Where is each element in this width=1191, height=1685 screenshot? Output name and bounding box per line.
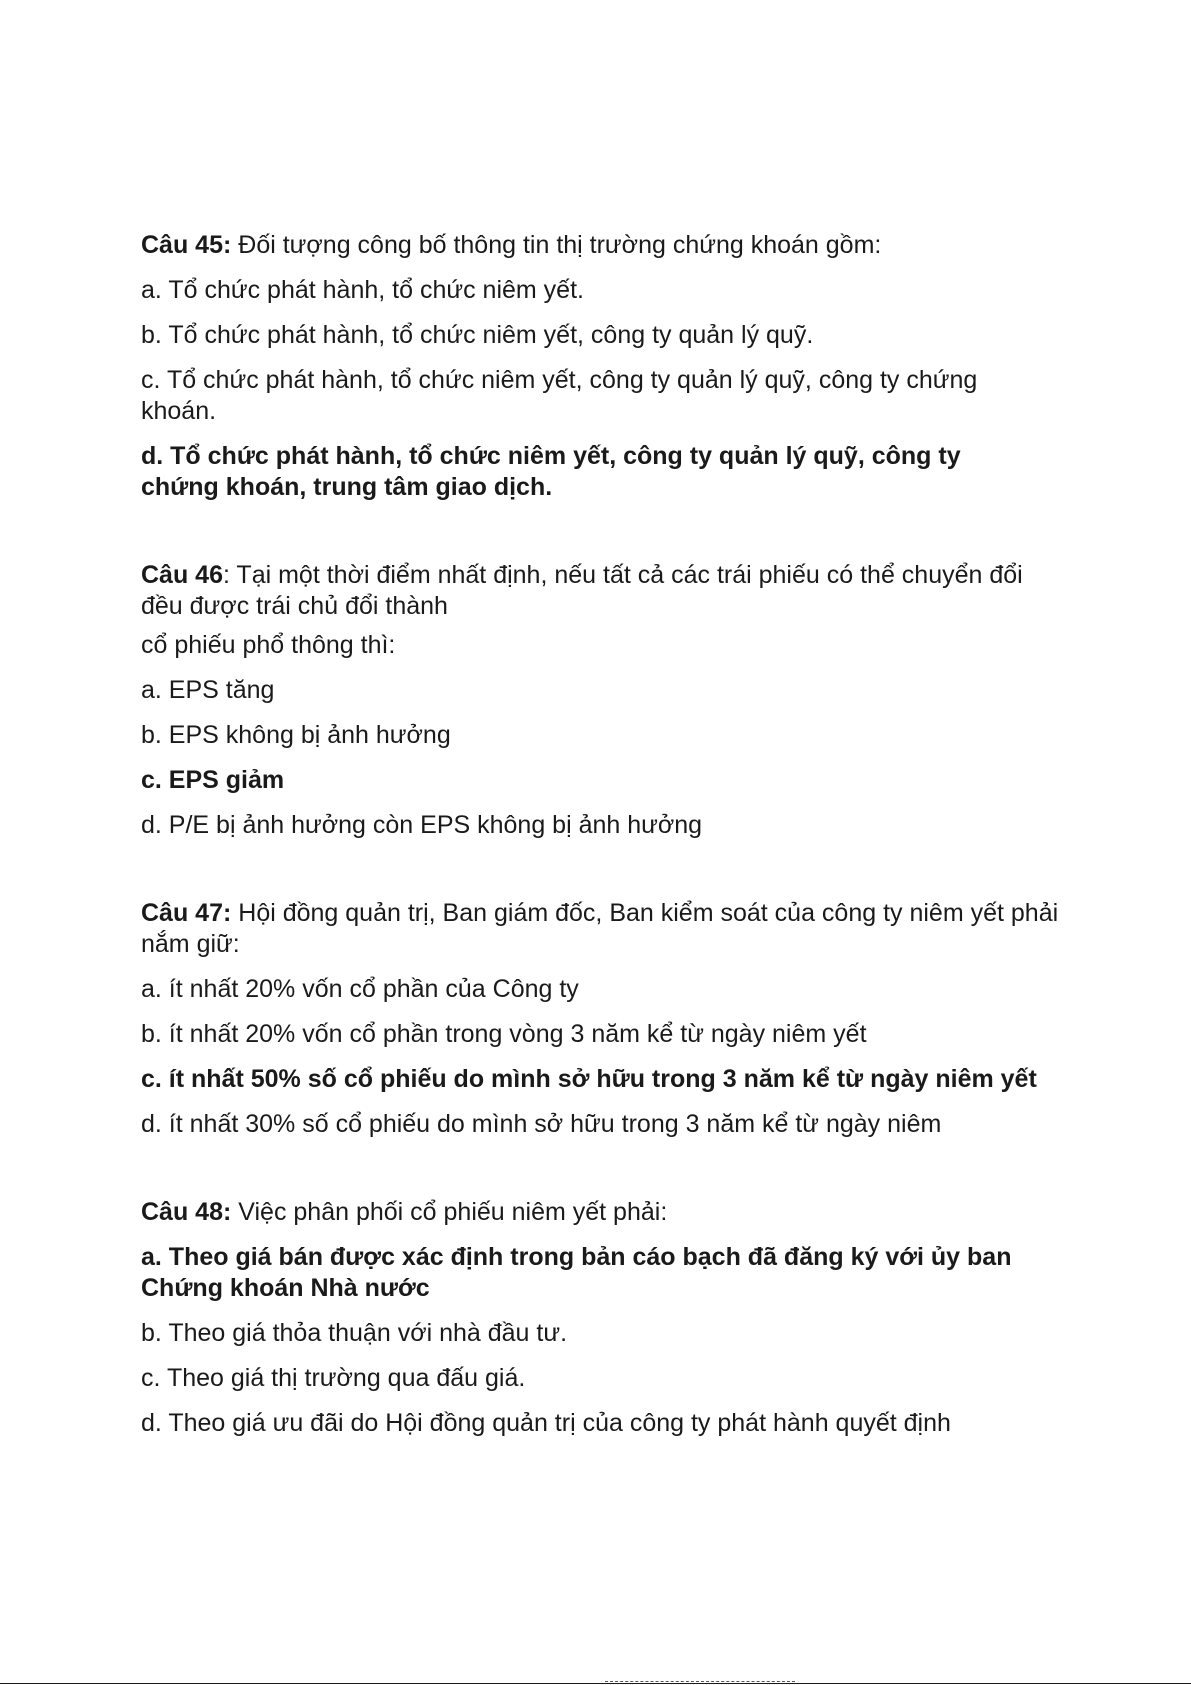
question-stem: [141, 230, 1061, 261]
answer-option-c-correct: c. ít nhất 50% số cổ phiếu do mình sở hữu trong 3 năm kể từ ngày niêm yết: [141, 1065, 1037, 1093]
answer-option-d: d. P/E bị ảnh hưởng còn EPS không bị ảnh hưởng: [141, 811, 703, 839]
answer-option-c: c. Theo giá thị trường qua đấu giá.: [141, 1364, 526, 1392]
question-text: Đối tượng công bố thông tin thị trường chứng khoán gồm:: [231, 231, 882, 259]
question-text: Hội đồng quản trị, Ban giám đốc, Ban kiểm soát của công ty niêm yết phải nắm giữ:: [141, 899, 1059, 958]
question-47: [141, 898, 1061, 1140]
answer-option-c: c. Tổ chức phát hành, tổ chức niêm yết, công ty quản lý quỹ, công ty chứng khoán.: [141, 366, 978, 425]
answer-option-b: b. Theo giá thỏa thuận với nhà đầu tư.: [141, 1319, 568, 1347]
question-label: Câu 48:: [141, 1198, 232, 1226]
question-stem: [141, 560, 1041, 622]
question-label: Câu 46: [141, 561, 223, 589]
answer-option-a: a. ít nhất 20% vốn cổ phần của Công ty: [141, 975, 579, 1003]
answer-option-a-correct: a. Theo giá bán được xác định trong bản cáo bạch đã đăng ký với ủy ban Chứng khoán Nhà nước: [141, 1243, 1012, 1302]
question-stem-continued: cổ phiếu phổ thông thì:: [141, 631, 396, 659]
question-stem: [141, 1197, 1061, 1228]
answer-option-b: b. EPS không bị ảnh hưởng: [141, 721, 451, 749]
answer-option-b: b. ít nhất 20% vốn cổ phần trong vòng 3 năm kể từ ngày niêm yết: [141, 1020, 867, 1048]
answer-option-d: d. ít nhất 30% số cổ phiếu do mình sở hữu trong 3 năm kể từ ngày niêm: [141, 1110, 942, 1138]
page-bottom-divider: [0, 1683, 1191, 1684]
question-text: Việc phân phối cổ phiếu niêm yết phải:: [231, 1198, 668, 1226]
answer-option-b: b. Tổ chức phát hành, tổ chức niêm yết, công ty quản lý quỹ.: [141, 321, 814, 349]
question-48: [141, 1197, 1061, 1439]
answer-option-d: d. Theo giá ưu đãi do Hội đồng quản trị của công ty phát hành quyết định: [141, 1409, 951, 1437]
question-list: [141, 230, 1061, 1453]
question-label: Câu 47:: [141, 899, 232, 927]
answer-option-a: a. EPS tăng: [141, 676, 275, 704]
answer-option-c-correct: c. EPS giảm: [141, 766, 285, 794]
question-text: : Tại một thời điểm nhất định, nếu tất cả các trái phiếu có thể chuyển đổi đều được trái chủ đổi thành: [141, 561, 1023, 620]
question-45: [141, 230, 1061, 503]
page-bottom-mark: [605, 1681, 795, 1682]
question-label: Câu 45:: [141, 231, 232, 259]
question-46: [141, 560, 1061, 841]
answer-option-d-correct: d. Tổ chức phát hành, tổ chức niêm yết, công ty quản lý quỹ, công ty chứng khoán, trung tâm giao dịch.: [141, 442, 961, 501]
question-stem: [141, 898, 1071, 960]
answer-option-a: a. Tổ chức phát hành, tổ chức niêm yết.: [141, 276, 584, 304]
